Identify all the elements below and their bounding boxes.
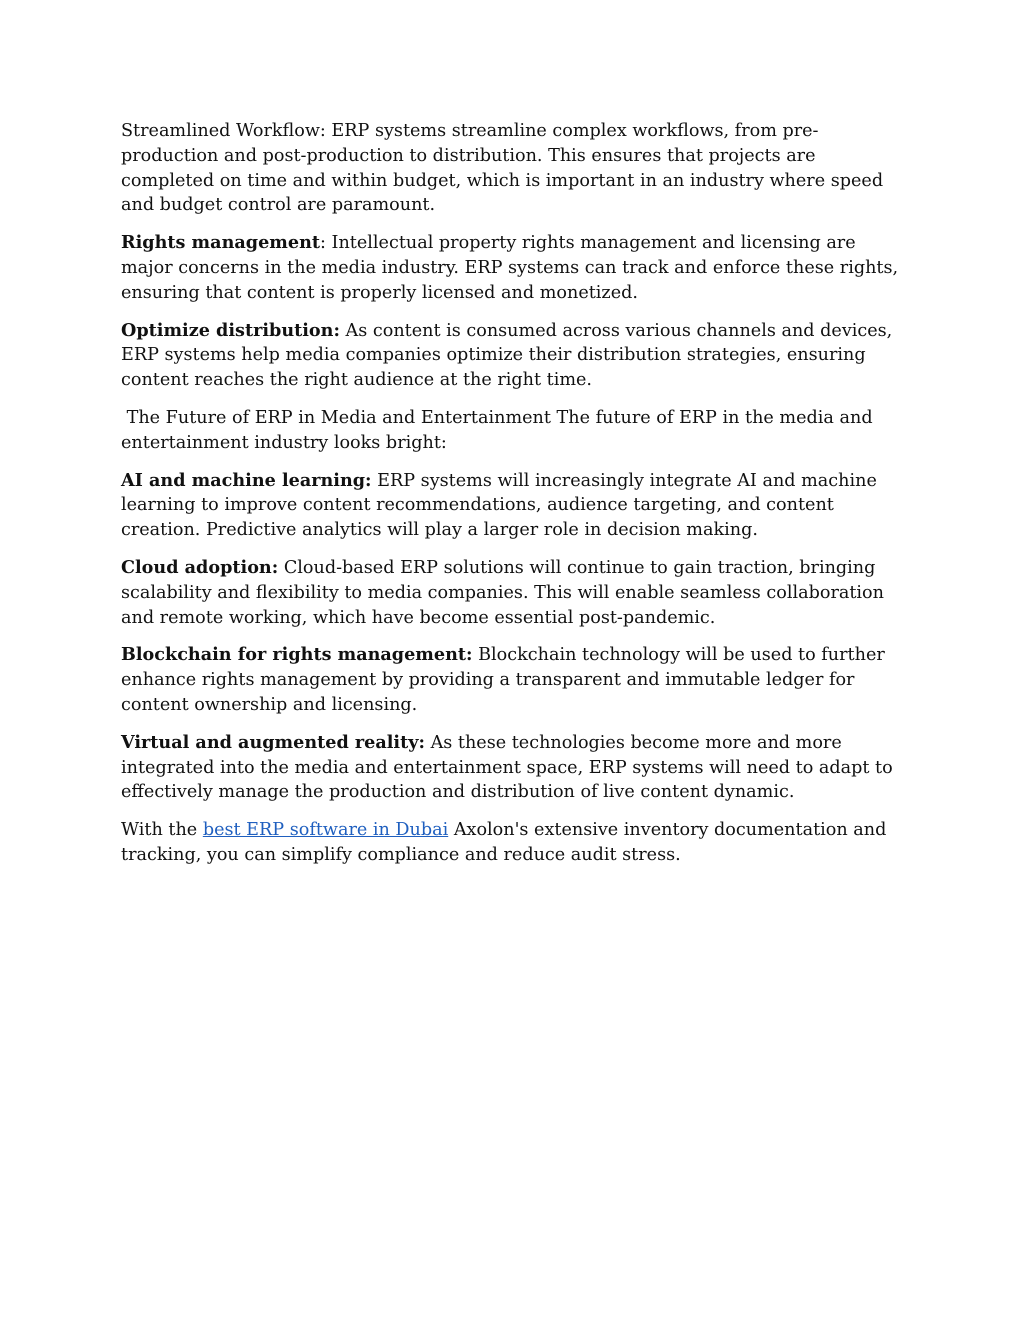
paragraph-lead: Blockchain for rights management: — [121, 644, 473, 666]
paragraph-lead: Virtual and augmented reality: — [121, 731, 425, 753]
document-body — [121, 119, 911, 881]
paragraph-virtual-augmented-reality — [121, 731, 911, 805]
paragraph-future-of-erp — [121, 406, 911, 456]
paragraph-text: Cloud-based ERP solutions will continue to gain traction, bringing scalability and flexibility to media companies. This will enable seamless collaboration and remote working, which have become essential post-pandemic. — [121, 557, 884, 628]
paragraph-cloud-adoption — [121, 556, 911, 630]
paragraph-optimize-distribution — [121, 319, 911, 393]
paragraph-lead: AI and machine learning: — [121, 469, 372, 491]
paragraph-text: Streamlined Workflow: ERP systems streamline complex workflows, from pre-production and post-production to distribution. This ensures that projects are completed on time and within budget, which is important in an industry where speed and budget control are paramount. — [121, 121, 884, 216]
erp-software-link[interactable]: best ERP software in Dubai — [202, 820, 449, 841]
paragraph-ai-machine-learning — [121, 469, 911, 543]
paragraph-streamlined-workflow — [121, 119, 911, 218]
paragraph-lead: Rights management — [121, 232, 320, 254]
paragraph-text: As these technologies become more and more integrated into the media and entertainment space, ERP systems will need to adapt to effectively manage the production and distribution of live content dynamic. — [121, 732, 893, 803]
paragraph-text: ERP systems will increasingly integrate AI and machine learning to improve content recommendations, audience targeting, and content creation. Predictive analytics will play a larger role in decision making. — [121, 470, 877, 541]
paragraph-lead: Optimize distribution: — [121, 319, 340, 341]
paragraph-lead: Cloud adoption: — [121, 556, 279, 578]
paragraph-text: As content is consumed across various channels and devices, ERP systems help media companies optimize their distribution strategies, ensuring content reaches the right audience at the right time. — [121, 320, 893, 391]
paragraph-text: The Future of ERP in Media and Entertainment The future of ERP in the media and entertainment industry looks bright: — [121, 407, 879, 453]
paragraph-rights-management — [121, 231, 911, 305]
closing-text-after: Axolon's extensive inventory documentation and tracking, you can simplify compliance and reduce audit stress. — [121, 820, 892, 865]
paragraph-text: Blockchain technology will be used to further enhance rights management by providing a transparent and immutable ledger for content ownership and licensing. — [121, 645, 885, 715]
closing-text-before: With the — [121, 820, 203, 841]
paragraph-closing — [121, 818, 911, 868]
paragraph-separator: : — [320, 233, 332, 254]
paragraph-blockchain — [121, 643, 911, 717]
paragraph-text: Intellectual property rights management and licensing are major concerns in the media industry. ERP systems can track and enforce these rights, ensuring that content is properly licensed and monetized. — [121, 233, 899, 303]
